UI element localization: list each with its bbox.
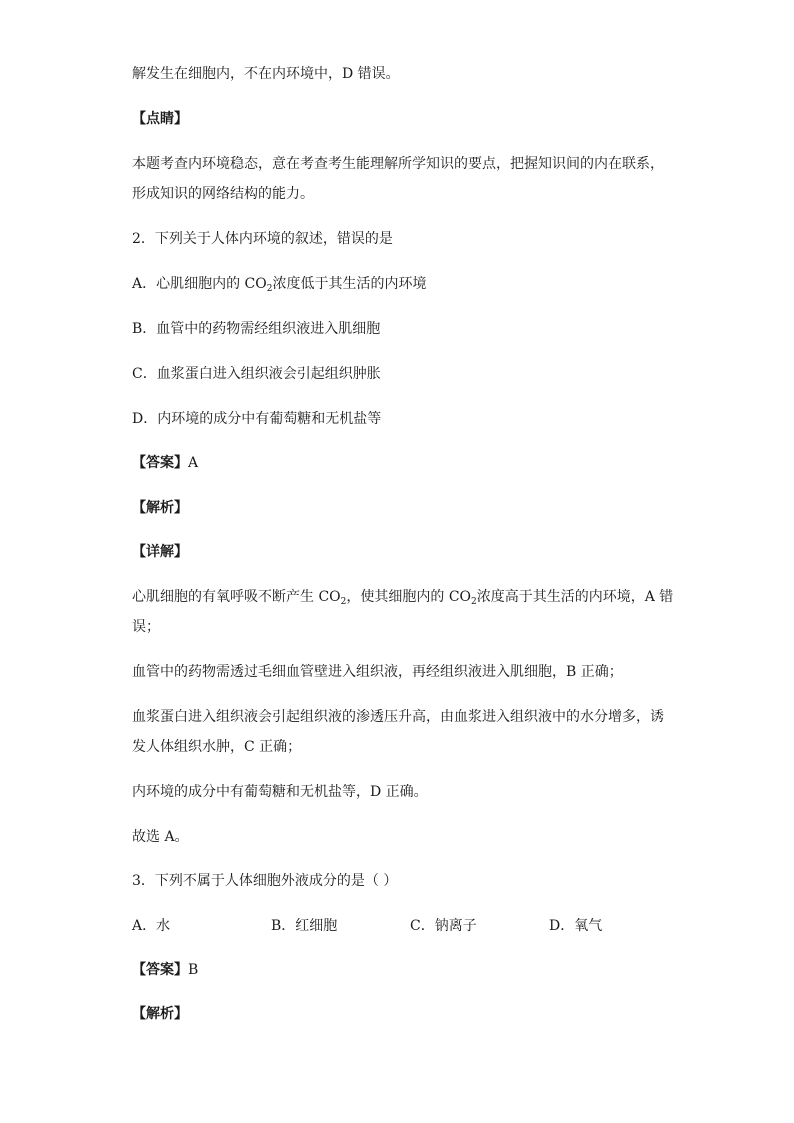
dianjing-label: 【点睛】	[132, 111, 188, 127]
q2-answer	[132, 452, 662, 474]
q2-detail-1-line-1	[132, 586, 674, 608]
q3-option-a: A．水	[132, 918, 171, 934]
q3-answer-label: 【答案】	[132, 962, 188, 978]
q2-detail-1-mid: ，使其细胞内的 CO	[346, 589, 472, 605]
q3-option-c: C．钠离子	[410, 918, 477, 934]
q3-analysis-label: 【解析】	[132, 1006, 188, 1022]
q2-option-c: C．血浆蛋白进入组织液会引起组织肿胀	[132, 366, 381, 382]
q2-option-a-pre: A．心肌细胞内的 CO	[132, 276, 267, 292]
q2-detail-1-line-2: 误；	[132, 619, 160, 635]
q2-option-a	[132, 273, 662, 295]
q2-detail-1-subscript-1: 2	[340, 597, 347, 607]
q2-detail-label: 【详解】	[132, 544, 188, 560]
q2-detail-3-line-2: 发人体组织水肿，C 正确；	[132, 739, 302, 755]
q3-answer	[132, 959, 662, 981]
q2-option-a-subscript: 2	[266, 284, 273, 294]
q2-answer-label: 【答案】	[132, 455, 188, 471]
q1-explanation-tail: 解发生在细胞内，不在内环境中，D 错误。	[132, 66, 400, 82]
q3-option-b: B．红细胞	[271, 918, 338, 934]
q2-detail-1-post: 浓度高于其生活的内环境，A 错	[476, 589, 674, 605]
dianjing-text-line-2: 形成知识的网络结构的能力。	[132, 186, 314, 202]
q2-detail-1-subscript-2: 2	[471, 597, 477, 607]
q2-detail-3-line-1: 血浆蛋白进入组织液会引起组织液的渗透压升高，由血浆进入组织液中的水分增多，诱	[132, 709, 664, 725]
q2-option-b: B．血管中的药物需经组织液进入肌细胞	[132, 321, 381, 337]
q2-conclusion: 故选 A。	[132, 829, 189, 845]
q3-option-d: D．氧气	[549, 918, 603, 934]
q2-option-d: D．内环境的成分中有葡萄糖和无机盐等	[132, 411, 382, 427]
q3-answer-value: B	[188, 962, 199, 978]
q2-answer-value: A	[188, 455, 199, 471]
q2-analysis-label: 【解析】	[132, 500, 188, 516]
q2-detail-4: 内环境的成分中有葡萄糖和无机盐等，D 正确。	[132, 784, 428, 800]
q2-detail-1-pre: 心肌细胞的有氧呼吸不断产生 CO	[132, 589, 341, 605]
q2-detail-2: 血管中的药物需透过毛细血管壁进入组织液，再经组织液进入肌细胞，B 正确；	[132, 664, 623, 680]
q3-stem: 3．下列不属于人体细胞外液成分的是（ ）	[132, 873, 398, 889]
q2-stem: 2．下列关于人体内环境的叙述，错误的是	[132, 231, 393, 247]
q2-option-a-post: 浓度低于其生活的内环境	[272, 276, 427, 292]
dianjing-text-line-1: 本题考查内环境稳态，意在考查考生能理解所学知识的要点，把握知识间的内在联系，	[132, 156, 664, 172]
